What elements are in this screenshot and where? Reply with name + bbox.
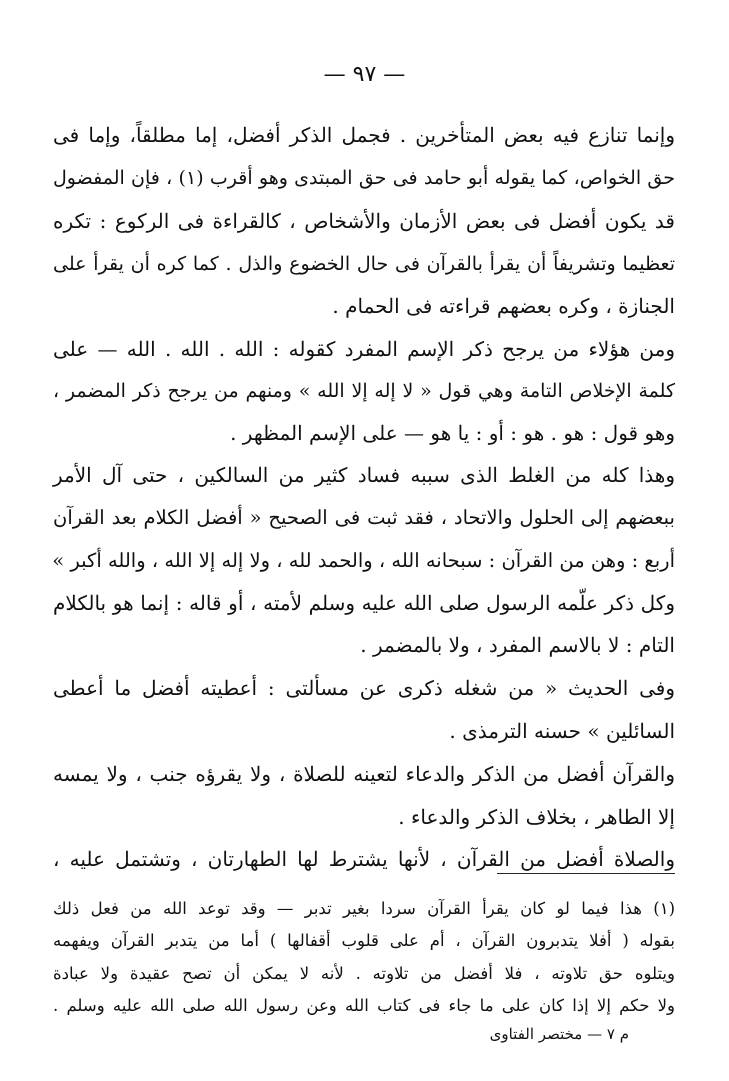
body-line: كلمة الإخلاص التامة وهي قول « لا إله إلا الله » ومنهم من يرجح ذكر المضمر ، bbox=[53, 380, 675, 402]
body-line: وهو قول : هو . هو : أو : يا هو — على الإسم المظهر . bbox=[230, 421, 675, 445]
footnote-line: ويتلوه حق تلاوته ، فلا أفضل من تلاوته . لأنه لا يمكن أن تصح عقيدة ولا عبادة bbox=[53, 964, 675, 983]
page-number: — ٩٧ — bbox=[323, 62, 406, 87]
footnote-divider bbox=[497, 873, 675, 874]
body-line: إلا الطاهر ، بخلاف الذكر والدعاء . bbox=[398, 805, 675, 829]
footnote-line: ولا حكم إلا إذا كان على ما جاء فى كتاب الله وعن رسول الله صلى الله عليه وسلم . bbox=[53, 996, 675, 1015]
body-line: حق الخواص، كما يقوله أبو حامد فى حق المبتدى وهو أقرب (١) ، فإن المفضول bbox=[53, 167, 675, 189]
footnote-line: (١) هذا فيما لو كان يقرأ القرآن سردا بغير تدبر — وقد توعد الله من فعل ذلك bbox=[53, 899, 675, 918]
body-line: السائلين » حسنه الترمذى . bbox=[449, 719, 675, 743]
footnote-line: بقوله ( أفلا يتدبرون القرآن ، أم على قلوب أقفالها ) أما من يتدبر القرآن ويفهمه bbox=[53, 931, 675, 950]
printer-signature: م ٧ — مختصر الفتاوى bbox=[489, 1025, 629, 1043]
body-line: وكل ذكر علّمه الرسول صلى الله عليه وسلم لأمته ، أو قاله : إنما هو بالكلام bbox=[53, 591, 675, 615]
body-line: وفى الحديث « من شغله ذكرى عن مسألتى : أعطيته أفضل ما أعطى bbox=[53, 676, 675, 700]
body-line: والقرآن أفضل من الذكر والدعاء لتعينه للصلاة ، ولا يقرؤه جنب ، ولا يمسه bbox=[53, 762, 675, 786]
body-line: والصلاة أفضل من القرآن ، لأنها يشترط لها الطهارتان ، وتشتمل عليه ، bbox=[53, 847, 675, 871]
body-line: ومن هؤلاء من يرجح ذكر الإسم المفرد كقوله : الله . الله . الله — على bbox=[53, 337, 676, 361]
body-line: تعظيما وتشريفاً أن يقرأ بالقرآن فى حال الخضوع والذل . كما كره أن يقرأ على bbox=[53, 253, 675, 275]
body-line: التام : لا بالاسم المفرد ، ولا بالمضمر . bbox=[360, 633, 675, 657]
body-line: الجنازة ، وكره بعضهم قراءته فى الحمام . bbox=[332, 294, 675, 318]
body-line: أربع : وهن من القرآن : سبحانه الله ، والحمد لله ، ولا إله إلا الله ، والله أكبر » bbox=[52, 549, 675, 572]
body-line: وهذا كله من الغلط الذى سببه فساد كثير من السالكين ، حتى آل الأمر bbox=[53, 463, 675, 487]
body-line: قد يكون أفضل فى بعض الأزمان والأشخاص ، كالقراءة فى الركوع : تكره bbox=[53, 209, 675, 233]
body-line: ببعضهم إلى الحلول والاتحاد ، فقد ثبت فى الصحيح « أفضل الكلام بعد القرآن bbox=[53, 506, 675, 529]
body-line: وإنما تنازع فيه بعض المتأخرين . فجمل الذكر أفضل، إما مطلقاً، وإما فى bbox=[53, 123, 675, 147]
